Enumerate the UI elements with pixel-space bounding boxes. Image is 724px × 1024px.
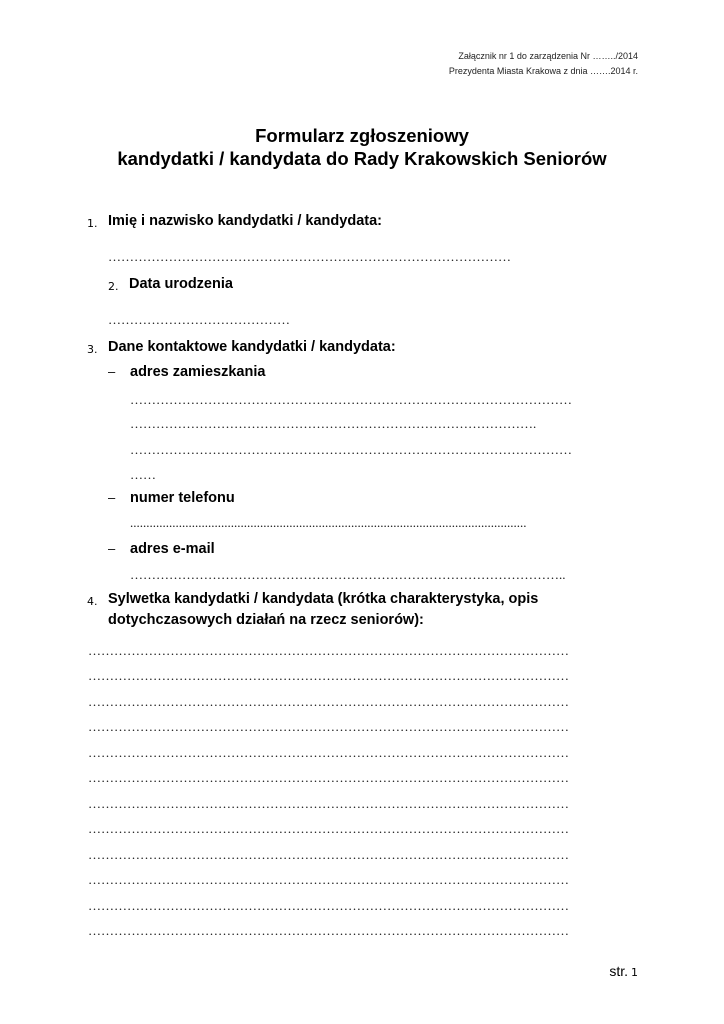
dash-bullet: – [108, 364, 116, 379]
page-prefix: str. [609, 963, 628, 979]
address-fill-line[interactable]: …… [130, 467, 156, 482]
dash-bullet: – [108, 541, 116, 556]
profile-fill-line[interactable]: ………………………………………………………………………………………………… [88, 821, 569, 836]
address-fill-line[interactable]: ………………………………………………………………………………………… [130, 392, 572, 407]
profile-fill-line[interactable]: ………………………………………………………………………………………………… [88, 694, 569, 709]
attachment-note-line-2: Prezydenta Miasta Krakowa z dnia …….2014 r. [448, 66, 638, 76]
section-1-number: 1. [87, 217, 98, 230]
address-fill-line[interactable]: …………………………………………………………………………………. [130, 416, 537, 431]
page-number-value: 1 [631, 966, 638, 979]
profile-fill-line[interactable]: ………………………………………………………………………………………………… [88, 898, 569, 913]
section-3-number: 3. [87, 343, 98, 356]
attachment-note-line-1: Załącznik nr 1 do zarządzenia Nr ……../2014 [458, 51, 638, 61]
section-1-label: Imię i nazwisko kandydatki / kandydata: [108, 213, 382, 229]
section-2-label: Data urodzenia [129, 276, 233, 292]
phone-fill-line[interactable]: .......................................................................................................................... [130, 515, 527, 530]
profile-fill-line[interactable]: ………………………………………………………………………………………………… [88, 668, 569, 683]
name-fill-line[interactable]: ………………………………………………………………………………… [108, 249, 511, 264]
section-3-label: Dane kontaktowe kandydatki / kandydata: [108, 339, 396, 355]
section-4-number: 4. [87, 595, 98, 608]
profile-fill-line[interactable]: ………………………………………………………………………………………………… [88, 872, 569, 887]
profile-fill-line[interactable]: ………………………………………………………………………………………………… [88, 796, 569, 811]
dash-bullet: – [108, 490, 116, 505]
profile-fill-line[interactable]: ………………………………………………………………………………………………… [88, 719, 569, 734]
address-label: adres zamieszkania [130, 364, 266, 380]
birthdate-fill-line[interactable]: …………………………………… [108, 312, 290, 327]
form-title: Formularz zgłoszeniowy [255, 125, 469, 146]
profile-fill-line[interactable]: ………………………………………………………………………………………………… [88, 770, 569, 785]
profile-fill-line[interactable]: ………………………………………………………………………………………………… [88, 847, 569, 862]
section-4-label: Sylwetka kandydatki / kandydata (krótka charakterystyka, opis dotychczasowych działań na rzecz seniorów): [108, 591, 539, 628]
section-2-number: 2. [108, 280, 119, 293]
profile-fill-line[interactable]: ………………………………………………………………………………………………… [88, 643, 569, 658]
profile-fill-line[interactable]: ………………………………………………………………………………………………… [88, 923, 569, 938]
email-fill-line[interactable]: ……………………………………………………………………………………….. [130, 567, 566, 582]
email-label: adres e-mail [130, 541, 215, 557]
page-number [609, 963, 638, 979]
phone-label: numer telefonu [130, 490, 235, 506]
profile-fill-line[interactable]: ………………………………………………………………………………………………… [88, 745, 569, 760]
address-fill-line[interactable]: ………………………………………………………………………………………… [130, 442, 572, 457]
form-subtitle: kandydatki / kandydata do Rady Krakowskich Seniorów [117, 148, 607, 169]
